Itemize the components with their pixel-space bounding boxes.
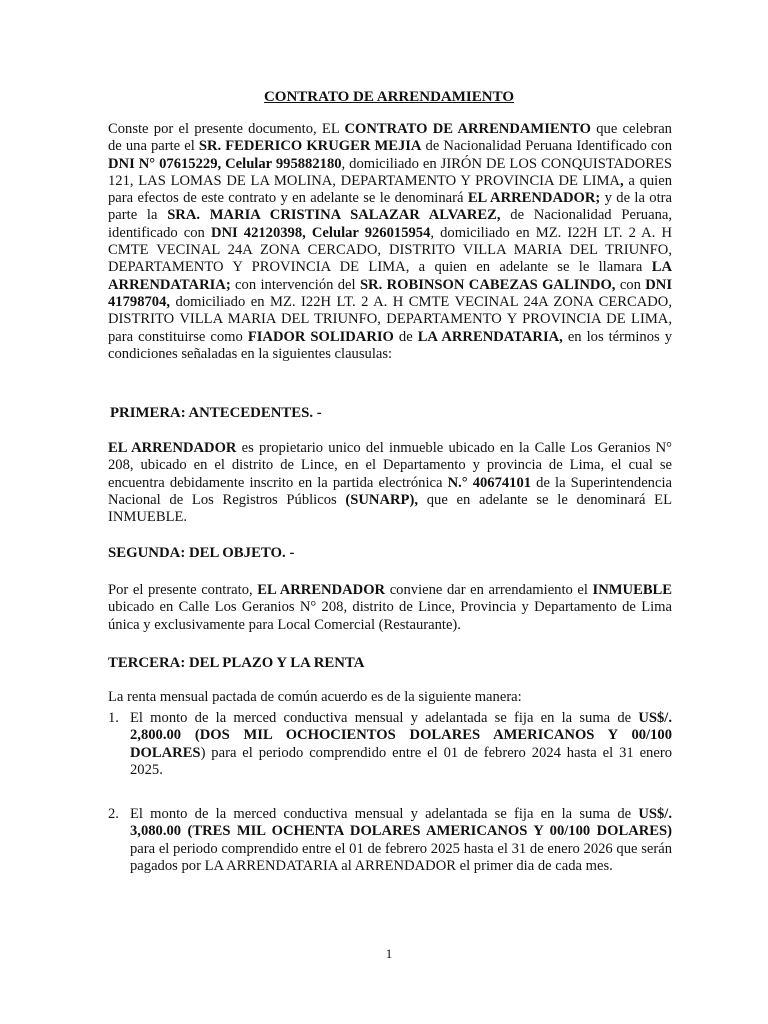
list-item-number: 1. xyxy=(108,710,119,726)
lessor-name: SR. FEDERICO KRUGER MEJIA xyxy=(198,138,422,155)
intro-text: que celebran de una parte el xyxy=(108,121,672,155)
intro-text: de Nacionalidad Peruana Identificado con xyxy=(421,138,672,155)
clause-tercera-title: : DEL PLAZO Y LA RENTA xyxy=(180,655,365,671)
clause-primera-body xyxy=(108,440,672,526)
list-item-number: 2. xyxy=(108,806,119,822)
document-title: CONTRATO DE ARRENDAMIENTO xyxy=(263,89,515,105)
intro-text: de Nacionalidad Peruana, identificado con xyxy=(108,207,672,241)
rent-amount: US$/. 2,800.00 (DOS MIL OCHOCIENTOS DOLARES AMERICANOS Y 00/100 DOLARES xyxy=(130,710,672,761)
intro-text: a quien para efectos de este contrato y en adelante se le denominará xyxy=(108,172,672,207)
clause-bold: EL ARRENDADOR xyxy=(108,440,237,456)
intro-bold: , xyxy=(619,172,624,189)
intro-text: con intervención del xyxy=(230,276,360,293)
lessor-dni: DNI N° 07615229, Celular 995882180 xyxy=(108,155,342,172)
intro-bold: LA ARRENDATARIA; xyxy=(108,259,672,293)
intro-text: y de la otra parte la xyxy=(108,190,672,224)
intro-text: en los términos y condiciones señaladas en la siguientes clausulas: xyxy=(108,328,672,362)
list-item xyxy=(108,806,672,875)
intro-text: , domiciliado en MZ. I22H LT. 2 A. H CMTE VECINAL 24A ZONA CERCADO, DISTRITO VILLA MARIA DEL TRIUNFO, DEPARTAMENTO Y PROVINCIA DE LIMA, a quien en adelante se le llamara xyxy=(108,224,672,276)
clause-tercera-heading xyxy=(108,655,364,672)
intro-bold: EL ARRENDADOR; xyxy=(467,190,601,207)
intro-text: Conste por el presente documento, EL xyxy=(108,121,345,137)
intro-text: , domiciliado en JIRÓN DE LOS CONQUISTADORES 121, LAS LOMAS DE LA MOLINA, DEPARTAMENTO Y PROVINCIA DE LIMA xyxy=(108,155,672,189)
clause-bold: EL ARRENDADOR xyxy=(257,582,386,598)
clause-text: ubicado en Calle Los Geranios N° 208, distrito de Lince, Provincia y Departamento de Lima única y exclusivamente para Local Comercial (Restaurante). xyxy=(108,599,672,633)
clause-bold: (SUNARP), xyxy=(345,491,418,508)
clause-bold: N.° 40674101 xyxy=(447,474,532,491)
guarantor-dni: DNI 41798704, xyxy=(108,276,673,310)
intro-bold: LA ARRENDATARIA, xyxy=(417,328,563,345)
clause-segunda-body xyxy=(108,582,672,634)
clause-text: que en adelante se le denominará EL INMUEBLE. xyxy=(108,491,672,526)
intro-text: de xyxy=(393,328,418,345)
clause-segunda-heading: SEGUNDA: DEL OBJETO. - xyxy=(108,545,295,561)
clause-text: es propietario unico del inmueble ubicado en la Calle Los Geranios N° 208, ubicado en el distrito de Lince, en el Departamento y provincia de Lima, el cual se encuentra debidamente inscrito en la partida electrónica xyxy=(108,440,672,491)
clause-text: de la Superintendencia Nacional de Los Registros Públicos xyxy=(108,474,672,508)
intro-paragraph xyxy=(108,121,672,363)
list-item-text: El monto de la merced conductiva mensual y adelantada se fija en la suma de xyxy=(130,710,639,726)
clause-tercera-label: TERCERA xyxy=(108,655,181,671)
lessee-dni: DNI 42120398, Celular 926015954 xyxy=(210,224,431,241)
list-item xyxy=(108,710,672,779)
clause-text: Por el presente contrato, xyxy=(108,582,258,598)
clause-text: conviene dar en arrendamiento el xyxy=(385,582,593,598)
list-item-text: para el periodo comprendido entre el 01 de febrero 2025 hasta el 31 de enero 2026 que serán pagados por LA ARRENDATARIA al ARRENDADOR el primer dia de cada mes. xyxy=(130,840,672,874)
lessee-name: SRA. MARIA CRISTINA SALAZAR ALVAREZ, xyxy=(167,207,501,224)
list-item-text: El monto de la merced conductiva mensual y adelantada se fija en la suma de xyxy=(130,806,639,822)
list-item-text: ) para el periodo comprendido entre el 01 de febrero 2024 hasta el 31 enero 2025. xyxy=(130,744,672,778)
clause-primera-heading: PRIMERA: ANTECEDENTES. - xyxy=(110,405,322,421)
list-item-body xyxy=(130,806,672,875)
intro-bold: CONTRATO DE ARRENDAMIENTO xyxy=(344,121,591,137)
clause-tercera-intro: La renta mensual pactada de común acuerdo es de la siguiente manera: xyxy=(108,689,522,705)
page-number: 1 xyxy=(385,946,393,961)
intro-bold: FIADOR SOLIDARIO xyxy=(247,328,394,345)
intro-text: con xyxy=(615,276,646,293)
intro-text: domiciliado en MZ. I22H LT. 2 A. H CMTE VECINAL 24A ZONA CERCADO, DISTRITO VILLA MARIA DEL TRIUNFO, DEPARTAMENTO Y PROVINCIA DE LIMA, para constituirse como xyxy=(108,293,672,345)
clause-bold: INMUEBLE xyxy=(592,582,673,598)
rent-amount: US$/. 3,080.00 (TRES MIL OCHENTA DOLARES AMERICANOS Y 00/100 DOLARES) xyxy=(130,806,672,840)
list-item-body xyxy=(130,710,672,779)
guarantor-name: SR. ROBINSON CABEZAS GALINDO, xyxy=(359,276,616,293)
